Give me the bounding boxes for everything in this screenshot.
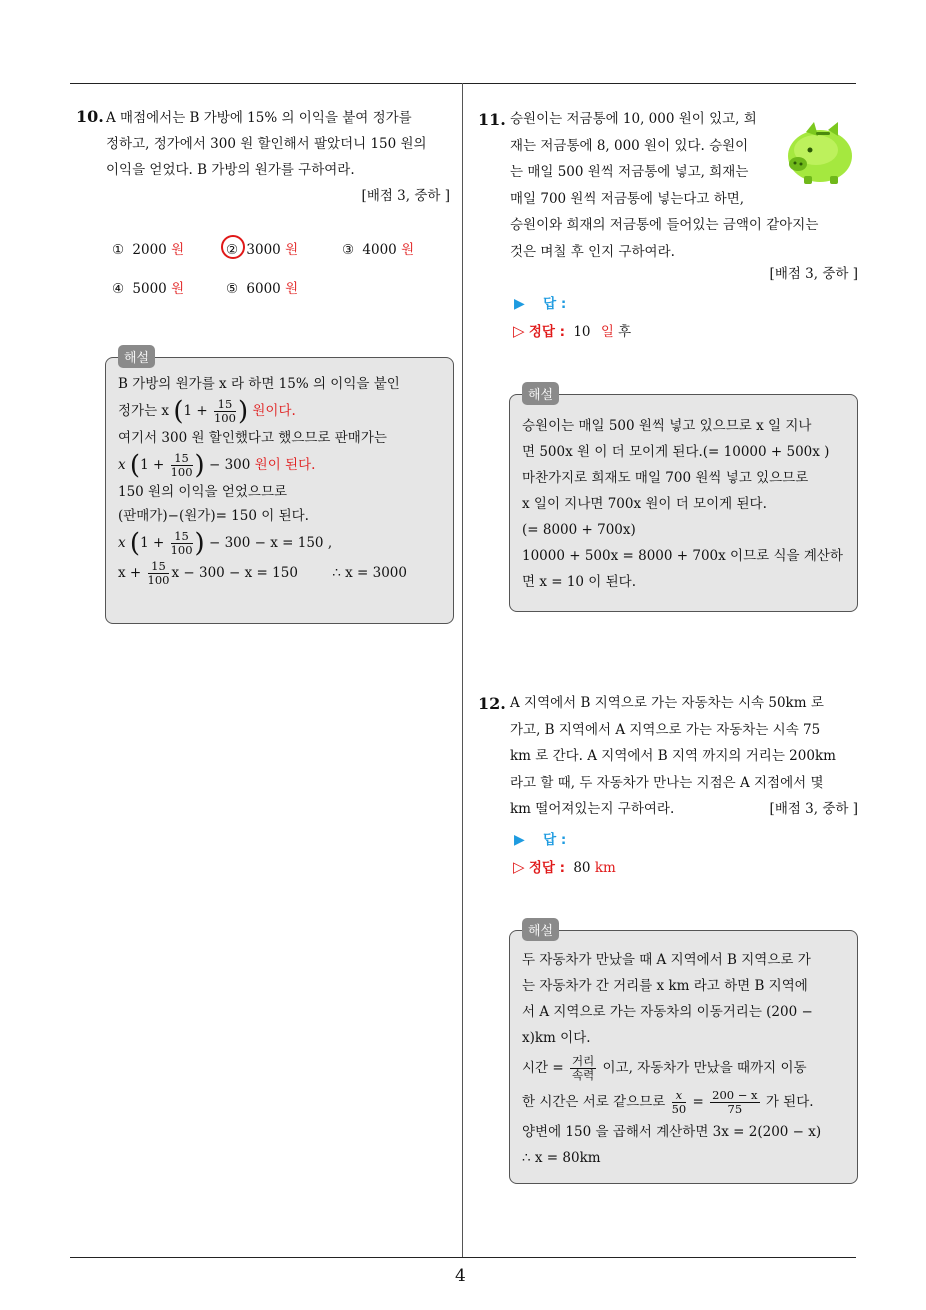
question-line: 매일 700 원씩 저금통에 넣는다고 하면,	[510, 190, 745, 207]
answer-row[interactable]	[514, 828, 566, 848]
question-line: 는 매일 500 원씩 저금통에 넣고, 희재는	[510, 164, 749, 180]
explanation-line: 여기서 300 원 할인했다고 했으므로 판매가는	[118, 430, 387, 446]
choice-value: 5000	[132, 281, 167, 297]
explanation-box	[105, 351, 454, 624]
page-number: 4	[455, 1266, 466, 1286]
question-number: 12.	[478, 694, 506, 713]
question-line: 것은 며칠 후 인지 구하여라.	[510, 243, 675, 260]
explanation-line: 시간 = $\frac{\text{거리}}{\text{속력}}$ 이고, 자동차가 만났을 때까지 이동	[522, 1054, 807, 1082]
question-line: 이익을 얻었다. B 가방의 원가를 구하여라.	[106, 162, 355, 178]
question-line: 재는 저금통에 8, 000 원이 있다. 승원이	[510, 137, 749, 154]
explanation-line: ∴ x = 80km	[522, 1150, 601, 1166]
question-line: 정하고, 정가에서 300 원 할인해서 팔았더니 150 원의	[106, 136, 427, 152]
bottom-rule	[70, 1257, 856, 1258]
fraction: $\frac{x}{50}$	[671, 1088, 687, 1116]
question-line: km 떨어져있는지 구하여라.	[510, 801, 675, 817]
choice-unit: 원	[401, 242, 415, 258]
score-label: [배점 3, 중하 ]	[769, 801, 858, 817]
piggy-bank-image	[780, 110, 860, 190]
explanation-tag: 해설	[522, 382, 559, 405]
correct-unit: 일	[600, 324, 614, 340]
question-number: 10.	[76, 107, 104, 126]
score-label: [배점 3, 중하 ]	[361, 188, 450, 204]
question-text	[106, 105, 458, 183]
question-line: A 매점에서는 B 가방에 15% 의 이익을 붙여 정가를	[106, 110, 412, 126]
explanation-line: 10000 + 500x = 8000 + 700x 이므로 식을 계산하	[522, 548, 843, 564]
explanation-line: 면 500x 원 이 더 모이게 된다.(= 10000 + 500x )	[522, 444, 830, 460]
explanation-line: x + $\frac{15}{100}$ x − 300 − x = 150 ∴ x = 3000	[118, 559, 407, 587]
correct-answer-row	[513, 856, 616, 876]
explanation-line: 면 x = 10 이 된다.	[522, 574, 637, 590]
explanation-line: (= 8000 + 700x)	[522, 522, 636, 538]
choice-3[interactable]	[342, 238, 414, 258]
choice-unit: 원	[285, 281, 299, 297]
explanation-line: 정가는 x (1 + $\frac{15}{100}$ ) 원이다.	[118, 396, 296, 427]
explanation-line: x)km 이다.	[522, 1030, 591, 1046]
explanation-box	[509, 388, 858, 612]
explanation-line: 마찬가지로 희재도 매일 700 원씩 넣고 있으므로	[522, 470, 809, 486]
outline-triangle-icon: ▷	[513, 322, 525, 340]
fraction: $\frac{\text{거리}}{\text{속력}}$	[571, 1054, 595, 1082]
choice-4[interactable]	[112, 277, 184, 297]
fraction: $\frac{15}{100}$	[213, 397, 236, 425]
explanation-body	[522, 413, 843, 595]
explanation-line: x (1 + $\frac{15}{100}$ ) − 300 원이 된다.	[118, 450, 316, 481]
top-rule	[70, 83, 856, 84]
triangle-right-icon: ▶	[514, 296, 525, 312]
answer-row[interactable]	[514, 292, 566, 312]
choice-mark: ④	[112, 281, 125, 297]
choice-mark: ③	[342, 242, 355, 258]
question-line: 승원이와 희재의 저금통에 들어있는 금액이 같아지는	[510, 217, 819, 233]
correct-unit: km	[594, 860, 616, 876]
question-line: 가고, B 지역에서 A 지역으로 가는 자동차는 시속 75	[510, 721, 821, 738]
explanation-line: 양변에 150 을 곱해서 계산하면 3x = 2(200 − x)	[522, 1124, 822, 1140]
explanation-tag: 해설	[522, 918, 559, 941]
explanation-line: x 일이 지나면 700x 원이 더 모이게 된다.	[522, 496, 767, 512]
fraction: $\frac{15}{100}$	[147, 559, 170, 587]
choice-value: 4000	[362, 242, 397, 258]
fraction: $\frac{15}{100}$	[170, 451, 193, 479]
question-line: 승원이는 저금통에 10, 000 원이 있고, 희	[510, 111, 757, 127]
explanation-body	[522, 947, 821, 1171]
fraction: $\frac{15}{100}$	[170, 529, 193, 557]
explanation-line: 는 자동차가 간 거리를 x km 라고 하면 B 지역에	[522, 978, 808, 994]
explanation-line: x (1 + $\frac{15}{100}$ ) − 300 − x = 150 ,	[118, 528, 333, 559]
column-divider	[462, 83, 463, 1258]
choice-mark: ⑤	[226, 281, 239, 297]
triangle-right-icon: ▶	[514, 832, 525, 848]
explanation-line: 서 A 지역으로 가는 자동차의 이동거리는 (200 −	[522, 1004, 813, 1020]
score-label: [배점 3, 중하 ]	[769, 266, 858, 282]
explanation-line: (판매가)−(원가)= 150 이 된다.	[118, 508, 309, 524]
fraction: $\frac{200 - x}{75}$	[712, 1088, 758, 1116]
correct-answer-row	[513, 320, 631, 340]
explanation-line: 두 자동차가 만났을 때 A 지역에서 B 지역으로 가	[522, 952, 811, 968]
explanation-tag: 해설	[118, 345, 155, 368]
question-line: 라고 할 때, 두 자동차가 만나는 지점은 A 지점에서 몇	[510, 774, 824, 791]
correct-value: 80	[573, 860, 591, 876]
explanation-line: 150 원의 이익을 얻었으므로	[118, 484, 288, 500]
choice-mark: ②	[226, 242, 239, 258]
explanation-line: 승원이는 매일 500 원씩 넣고 있으므로 x 일 지나	[522, 418, 812, 434]
correct-value: 10	[573, 324, 591, 340]
correct-label: 정답 :	[528, 324, 566, 340]
correct-label: 정답 :	[528, 860, 566, 876]
explanation-box	[509, 924, 858, 1184]
choice-unit: 원	[171, 242, 185, 258]
choice-unit: 원	[285, 242, 299, 258]
answer-label: 답 :	[543, 296, 567, 312]
explanation-line: B 가방의 원가를 x 라 하면 15% 의 이익을 붙인	[118, 376, 400, 392]
choice-value: 6000	[246, 281, 281, 297]
explanation-body	[118, 372, 407, 588]
correct-suffix: 후	[618, 324, 632, 340]
choice-mark: ①	[112, 242, 125, 258]
question-line: A 지역에서 B 지역으로 가는 자동차는 시속 50km 로	[510, 695, 824, 711]
outline-triangle-icon: ▷	[513, 858, 525, 876]
choice-5[interactable]	[226, 277, 298, 297]
choice-value: 2000	[132, 242, 167, 258]
question-number: 11.	[478, 110, 506, 129]
choice-1[interactable]	[112, 238, 184, 258]
explanation-line: 한 시간은 서로 같으므로 $\frac{x}{50}$ = $\frac{200 - x}{75}$ 가 된다.	[522, 1088, 814, 1116]
question-line: km 로 간다. A 지역에서 B 지역 까지의 거리는 200km	[510, 748, 836, 764]
answer-label: 답 :	[543, 832, 567, 848]
choice-value: 3000	[246, 242, 281, 258]
choice-2[interactable]	[226, 238, 298, 258]
choice-unit: 원	[171, 281, 185, 297]
